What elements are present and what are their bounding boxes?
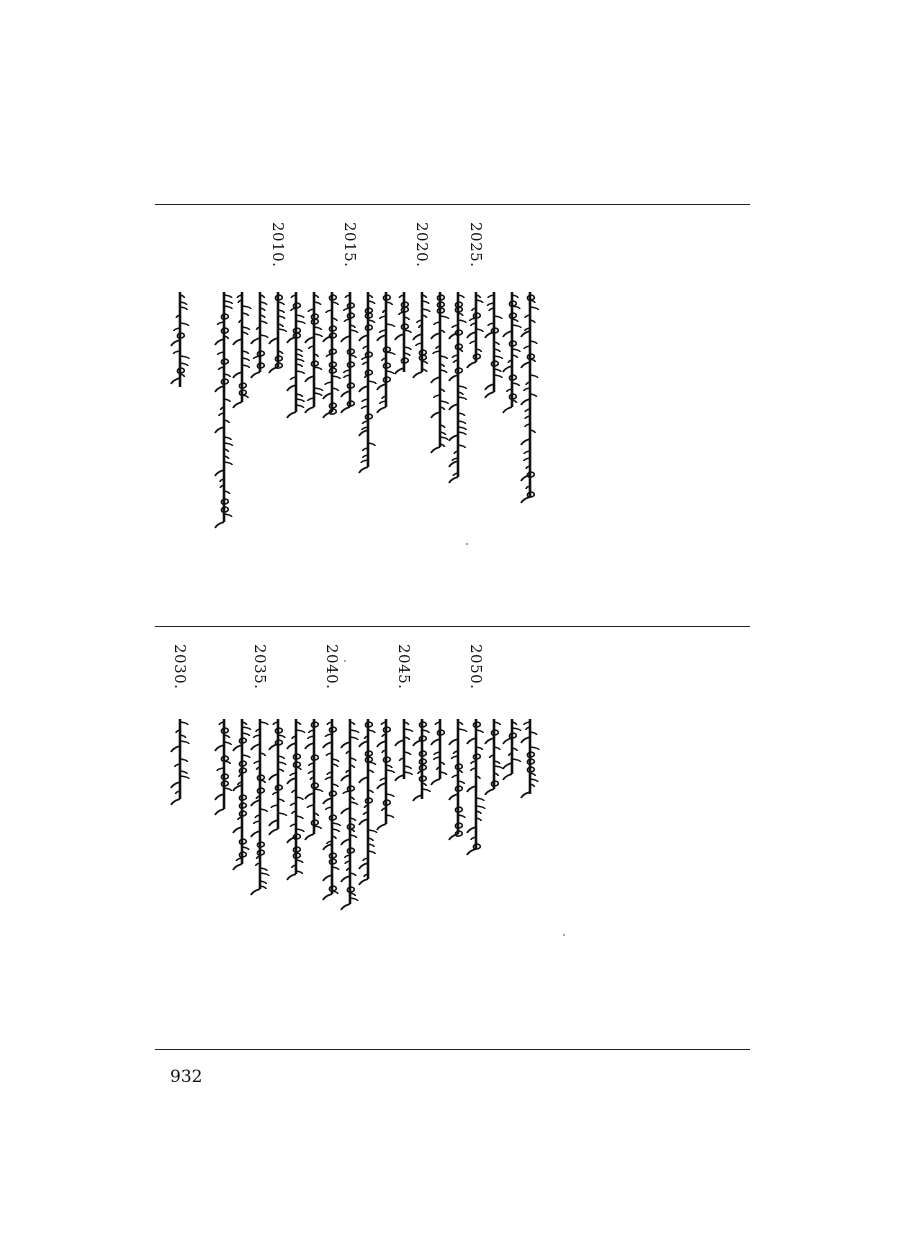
- verse-number: 2015.: [341, 222, 359, 268]
- scan-speck: [466, 543, 468, 545]
- mongolian-script-line: [217, 292, 244, 522]
- mongolian-script-line: [217, 719, 244, 809]
- verse-number: 2035.: [251, 644, 269, 690]
- scan-speck: [344, 660, 346, 662]
- verse-number: 2040.: [323, 644, 341, 690]
- verse-column: [204, 644, 244, 964]
- verse-column: [160, 222, 200, 522]
- lower-verse-block: [155, 644, 750, 964]
- top-rule: [155, 204, 750, 205]
- verse-column: [160, 644, 200, 964]
- mongolian-script-line: [173, 292, 200, 387]
- upper-verse-block: [155, 222, 750, 522]
- middle-rule: [155, 626, 750, 627]
- verse-number: 2030.: [171, 644, 189, 690]
- verse-number: 2045.: [395, 644, 413, 690]
- page-number: 932: [170, 1067, 203, 1087]
- bottom-rule: [155, 1049, 750, 1050]
- scan-speck: [563, 934, 565, 936]
- verse-number: 2050.: [467, 644, 485, 690]
- mongolian-script-line: [173, 719, 200, 799]
- verse-number: 2010.: [269, 222, 287, 268]
- verse-number: 2020.: [413, 222, 431, 268]
- verse-column: [204, 222, 244, 522]
- verse-number: 2025.: [467, 222, 485, 268]
